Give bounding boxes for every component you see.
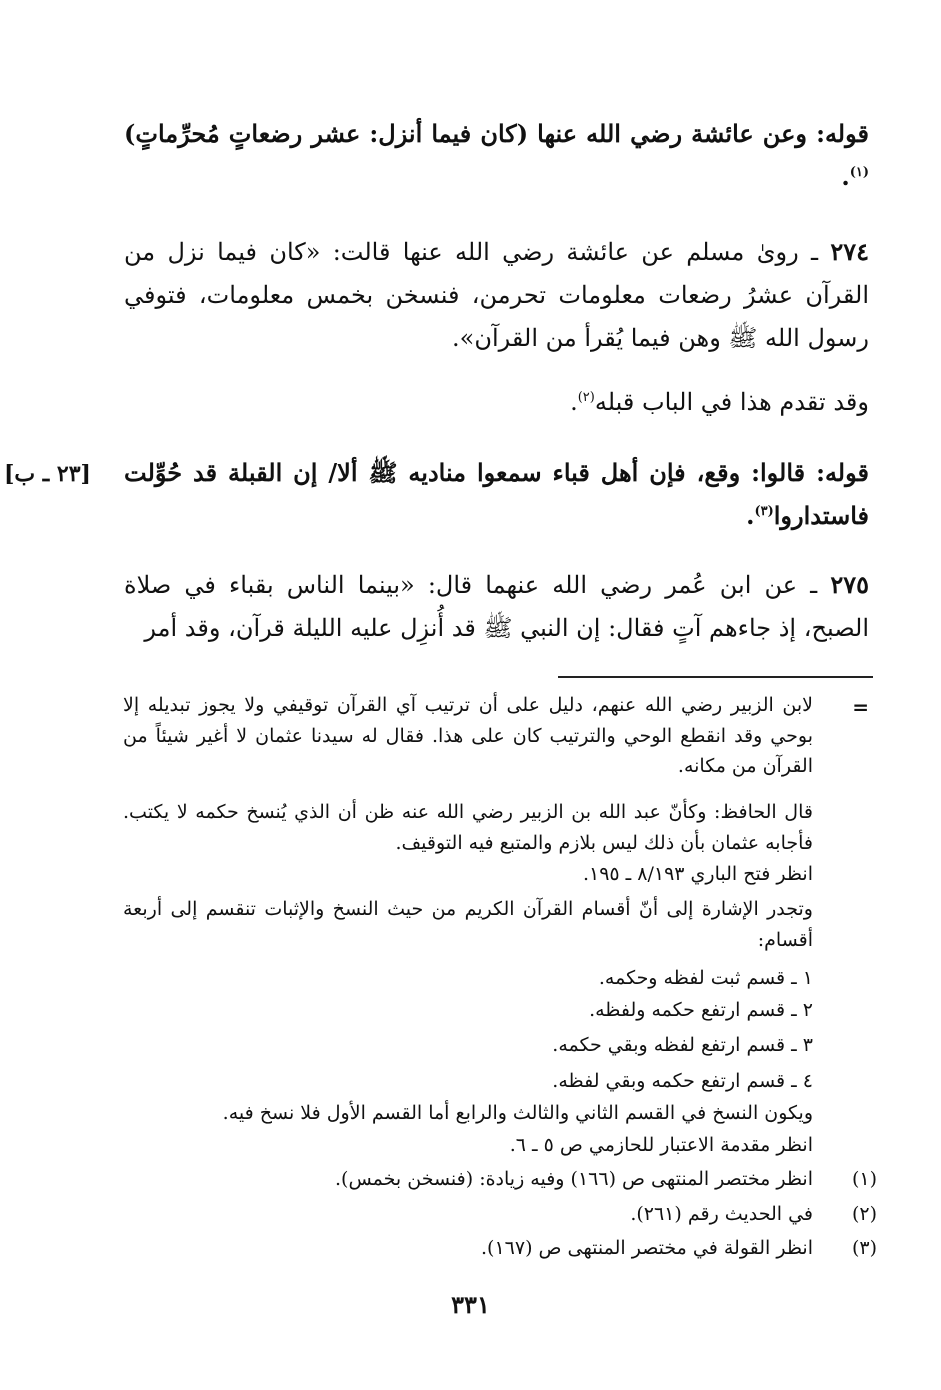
footnote-continued-4: وتجدر الإشارة إلى أنّ أقسام القرآن الكريم من حيث النسخ والإثبات تنقسم إلى أربعة أقسام: (123, 898, 813, 951)
footnote-2-text: في الحديث رقم (٢٦١). (630, 1203, 813, 1225)
footnote-continued-5: ويكون النسخ في القسم الثاني والثالث والرابع أما القسم الأول فلا نسخ فيه. (222, 1102, 813, 1124)
footnote-1-number: (١) (851, 1168, 877, 1190)
footnote-2-number: (٢) (851, 1203, 877, 1225)
hadith-275 (124, 563, 869, 650)
footnote-3-number: (٣) (851, 1237, 877, 1259)
division-item-1: ١ ـ قسم ثبت لفظه وحكمه. (598, 967, 813, 989)
page-number: ٣٣١ (451, 1290, 490, 1319)
manuscript-folio-marker: [٢٣ ـ ب] (4, 461, 91, 487)
paragraph-3-text: وقد تقدم هذا في الباب قبله (594, 388, 869, 416)
paragraph-3: وقد تقدم هذا في الباب قبله$^{(٢)}$. (570, 388, 869, 416)
footnote-continued-2: قال الحافظ: وكأنّ عبد الله بن الزبير رضي الله عنه ظن أن الذي يُنسخ حكمه لا يكتب. فأجابه عثمان بأن ذلك ليس بلازم والمتبع فيه التوقيف. (123, 801, 813, 854)
footnote-continued-1: لابن الزبير رضي الله عنهم، دليل على أن ترتيب آي القرآن توقيفي ولا يجوز تبديله إلا بوحي وقد انقطع الوحي والترتيب كان على هذا. فقال له سيدنا عثمان لا أغير شيئاً من القرآن من مكانه. (123, 694, 813, 777)
qawluhu-label: قوله: (816, 119, 869, 148)
paragraph-4: قوله: قالوا: وقع، فإن أهل قباء سمعوا مناديه ﷺ ألا/ إن القبلة قد حُوِّلت فاستداروا$^{(٣)}$. (124, 458, 869, 530)
footnote-continued-6: انظر مقدمة الاعتبار للحازمي ص ٥ ـ ٦. (509, 1134, 813, 1156)
footnote-ref-1: (١) (849, 165, 869, 180)
division-item-4: ٤ ـ قسم ارتفع حكمه وبقي لفظه. (552, 1070, 813, 1092)
footnote-ref-2: (٢) (577, 390, 595, 405)
hadith-274-text: ـ روىٰ مسلم عن عائشة رضي الله عنها قالت: «كان فيما نزل من القرآن عشرُ رضعات معلومات تحرمن، فنسخن بخمس معلومات، فتوفي رسول الله ﷺ وهن فيما يُقرأ من القرآن». (124, 238, 869, 352)
hadith-number: ٢٧٥ (830, 570, 870, 599)
footnote-ref-3: (٣) (754, 504, 774, 519)
footnote-continued-3: انظر فتح الباري ٨/١٩٣ ـ ١٩٥. (582, 863, 813, 885)
qawluhu-label: قوله: (816, 458, 869, 487)
paragraph-1-text: وعن عائشة رضي الله عنها (كان فيما أنزل: عشر رضعاتٍ مُحرِّماتٍ) (124, 119, 817, 148)
hadith-number: ٢٧٤ (830, 237, 869, 266)
footnote-separator (558, 676, 873, 678)
division-item-2: ٢ ـ قسم ارتفع حكمه ولفظه. (589, 999, 813, 1021)
hadith-275-text: ـ عن ابن عُمر رضي الله عنهما قال: «بينما الناس بقباء في صلاة الصبح، إذ جاءهم آتٍ فقال: إن النبي ﷺ قد أُنزِل عليه الليلة قرآن، وقد أمر (124, 571, 869, 642)
footnote-3-text: انظر القولة في مختصر المنتهى ص (١٦٧). (481, 1237, 813, 1259)
division-item-3: ٣ ـ قسم ارتفع لفظه وبقي حكمه. (552, 1034, 813, 1056)
paragraph-4-text: قالوا: وقع، فإن أهل قباء سمعوا مناديه ﷺ ألا/ إن القبلة قد حُوِّلت فاستداروا (124, 458, 869, 530)
footnote-continuation-mark: = (852, 695, 869, 719)
footnote-1-text: انظر مختصر المنتهى ص (١٦٦) وفيه زيادة: (فنسخن بخمس). (335, 1168, 813, 1190)
hadith-274 (124, 230, 869, 360)
paragraph-1: قوله: وعن عائشة رضي الله عنها (كان فيما أنزل: عشر رضعاتٍ مُحرِّماتٍ)$^{(١)}$. (124, 119, 869, 191)
